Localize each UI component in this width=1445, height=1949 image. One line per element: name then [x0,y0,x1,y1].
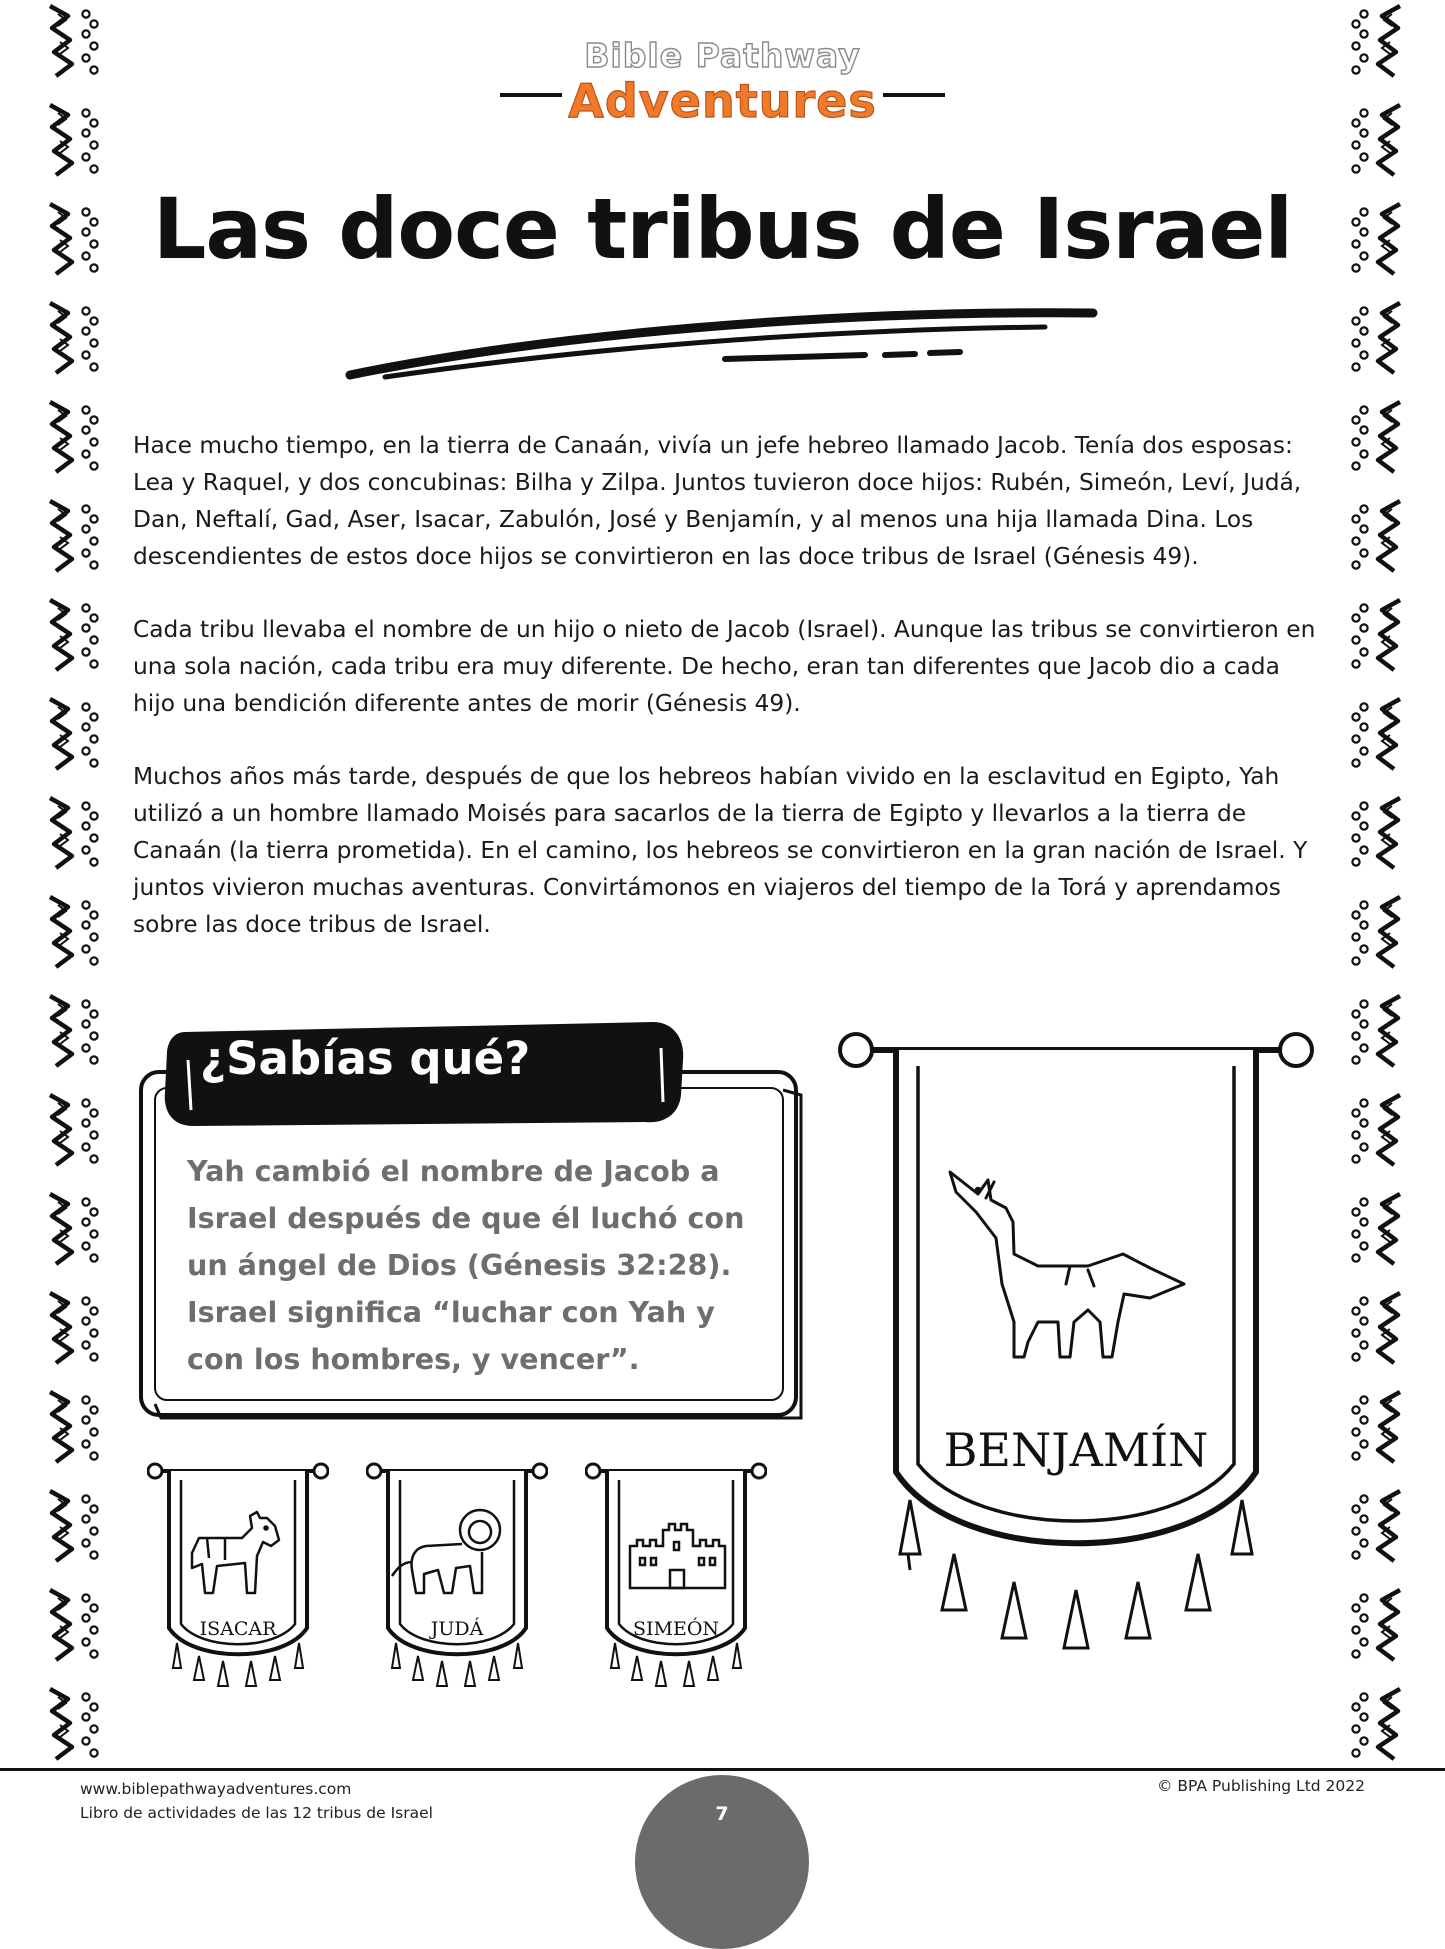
did-you-know-text [187,1148,787,1383]
paragraph-1: Hace mucho tiempo, en la tierra de Canaán, vivía un jefe hebreo llamado Jacob. Tenía dos esposas: Lea y Raquel, y dos concubinas: Bilha y Zilpa. Juntos tuvieron doce hijos: Rubén, Simeón, Leví, Judá, Dan, Neftalí, Gad, Aser, Isacar, Zabulón, José y Benjamín, y al menos una hija llamada Dina. Los descendientes de estos doce hijos se convirtieron en las doce tribus de Israel (Génesis 49). [133,432,1302,570]
did-you-know-line: Yah cambió el nombre de Jacob a [187,1154,720,1188]
footer-left [80,1777,433,1825]
did-you-know-title: ¿Sabías qué? [200,1032,531,1085]
title-underline-swoosh [345,305,1105,395]
page-title: Las doce tribus de Israel [152,180,1293,278]
paragraph-2: Cada tribu llevaba el nombre de un hijo o nieto de Jacob (Israel). Aunque las tribus se convirtieron en una sola nación, cada tribu era muy diferente. De hecho, eran tan diferentes que Jacob dio a cada hijo una bendición diferente antes de morir (Génesis 49). [133,616,1316,717]
footer-website-link[interactable]: www.biblepathwayadventures.com [80,1780,352,1798]
footer-book-title: Libro de actividades de las 12 tribus de Israel [80,1804,433,1822]
did-you-know-line: con los hombres, y vencer”. [187,1342,640,1376]
left-decorative-border [38,0,108,1775]
footer-copyright: © BPA Publishing Ltd 2022 [1156,1777,1365,1795]
banner-label: SIMEÓN [632,1618,720,1640]
banner-simeon [585,1458,767,1698]
intro-text [133,427,1323,979]
banner-isacar [147,1458,329,1698]
brand-line-2: Adventures [568,74,877,128]
page-number-tab [635,1775,809,1949]
page-number: 7 [715,1803,729,1825]
did-you-know-line: un ángel de Dios (Génesis 32:28). [187,1248,732,1282]
brand-logo [500,30,945,140]
did-you-know-line: Israel significa “luchar con Yah y [187,1295,715,1329]
banner-juda [366,1458,548,1698]
banner-label: ISACAR [199,1618,277,1640]
footer-rule [0,1768,1445,1771]
paragraph-3: Muchos años más tarde, después de que los hebreos habían vivido en la esclavitud en Egipto, Yah utilizó a un hombre llamado Moisés para sacarlos de la tierra de Egipto y llevarlos a la tierra de Canaán (la tierra prometida). En el camino, los hebreos se convirtieron en la gran nación de Israel. Y juntos vivieron muchas aventuras. Convirtámonos en viajeros del tiempo de la Torá y aprendamos sobre las doce tribus de Israel. [133,763,1308,938]
banner-label: JUDÁ [430,1618,484,1640]
banner-label: BENJAMÍN [943,1423,1209,1477]
did-you-know-line: Israel después de que él luchó con [187,1201,745,1235]
banner-benjamin [838,1022,1314,1662]
brand-line-1: Bible Pathway [584,36,861,75]
right-decorative-border [1342,0,1412,1775]
